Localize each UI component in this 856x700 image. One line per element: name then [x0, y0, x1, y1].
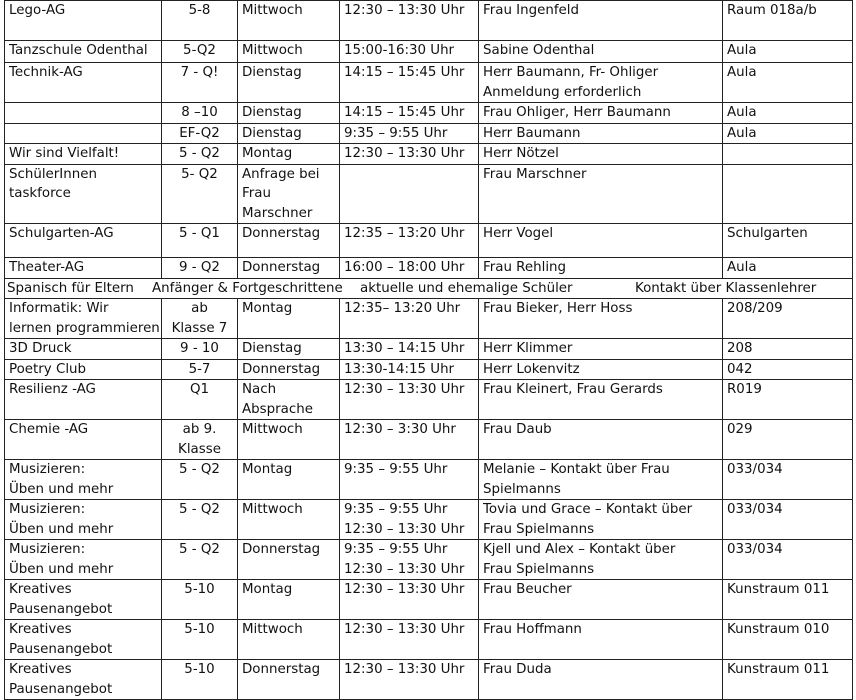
- activity-cell-line: Resilienz -AG: [9, 382, 96, 397]
- activity-cell-line: Üben und mehr: [9, 561, 114, 577]
- day-cell-line: Nach: [242, 382, 277, 397]
- room-cell: [723, 299, 853, 339]
- room-cell-line: 208/209: [727, 301, 783, 316]
- day-cell-line: Dienstag: [242, 341, 302, 356]
- time-cell: [340, 420, 479, 460]
- contact-cell: [479, 123, 723, 144]
- contact-cell-line: Spielmanns: [483, 481, 561, 497]
- day-cell: [238, 103, 340, 124]
- room-cell-line: 033/034: [727, 542, 783, 557]
- banner-part: aktuelle und ehemalige Schüler: [360, 280, 573, 296]
- time-cell-line: 12:30 – 13:30 Uhr: [344, 582, 465, 597]
- contact-cell: [479, 103, 723, 124]
- activity-cell: [5, 1, 162, 41]
- room-cell-line: Aula: [727, 43, 757, 58]
- table-row: [5, 299, 853, 339]
- room-cell: [723, 1, 853, 41]
- room-cell-line: 033/034: [727, 502, 783, 517]
- grade-cell: [162, 258, 238, 279]
- time-cell: [340, 460, 479, 500]
- day-cell: [238, 1, 340, 41]
- grade-cell-line: 5 - Q1: [179, 226, 220, 241]
- table-row: [5, 123, 853, 144]
- activity-cell-line: Chemie -AG: [9, 422, 89, 437]
- day-cell: [238, 540, 340, 580]
- contact-cell: [479, 420, 723, 460]
- day-cell: [238, 660, 340, 700]
- time-cell: [340, 164, 479, 224]
- grade-cell: [162, 224, 238, 258]
- table-row: [5, 380, 853, 420]
- grade-cell-line: 5-Q2: [183, 43, 216, 58]
- time-cell: [340, 63, 479, 103]
- contact-cell-line: Frau Marschner: [483, 166, 587, 182]
- time-cell: [340, 258, 479, 279]
- room-cell: [723, 660, 853, 700]
- grade-cell: [162, 500, 238, 540]
- grade-cell-line: 5-10: [184, 622, 215, 637]
- room-cell-line: Aula: [727, 125, 757, 141]
- grade-cell-line: 9 - Q2: [179, 260, 220, 275]
- contact-cell-line: Frau Rehling: [483, 260, 567, 275]
- grade-cell-line: 5 - Q2: [179, 542, 220, 557]
- day-cell: [238, 144, 340, 165]
- table-row: [5, 580, 853, 620]
- contact-cell-line: Frau Ingenfeld: [483, 3, 580, 18]
- grade-cell-line: EF-Q2: [179, 125, 220, 141]
- schedule-page: [4, 0, 852, 700]
- grade-cell: [162, 103, 238, 124]
- table-row: [5, 359, 853, 380]
- activity-cell: [5, 144, 162, 165]
- day-cell: [238, 620, 340, 660]
- activity-cell: [5, 460, 162, 500]
- grade-cell: [162, 540, 238, 580]
- day-cell-line: Dienstag: [242, 105, 302, 120]
- contact-cell-line: Sabine Odenthal: [483, 43, 595, 58]
- contact-cell: [479, 1, 723, 41]
- grade-cell-line: 5- Q2: [181, 166, 218, 182]
- activity-cell-line: lernen programmieren: [9, 320, 160, 336]
- activity-cell-line: Theater-AG: [9, 260, 85, 275]
- day-cell-line: Dienstag: [242, 65, 302, 80]
- grade-cell: [162, 660, 238, 700]
- grade-cell: [162, 1, 238, 41]
- table-row: [5, 460, 853, 500]
- grade-cell: [162, 460, 238, 500]
- day-cell-line: Marschner: [242, 205, 313, 221]
- day-cell-line: Donnerstag: [242, 361, 321, 377]
- contact-cell: [479, 359, 723, 380]
- room-cell: [723, 224, 853, 258]
- room-cell-line: R019: [727, 382, 762, 397]
- activity-cell-line: Kreatives: [9, 582, 72, 597]
- activity-cell-line: Schulgarten-AG: [9, 226, 114, 241]
- room-cell-line: 029: [727, 422, 753, 437]
- room-cell-line: Kunstraum 011: [727, 582, 830, 597]
- day-cell: [238, 500, 340, 540]
- day-cell-line: Montag: [242, 146, 293, 161]
- room-cell: [723, 620, 853, 660]
- room-cell: [723, 103, 853, 124]
- banner-part: Anfänger & Fortgeschrittene: [152, 280, 343, 296]
- activity-cell: [5, 359, 162, 380]
- time-cell: [340, 41, 479, 63]
- grade-cell-line: ab 9.: [182, 422, 217, 437]
- day-cell-line: Dienstag: [242, 125, 302, 141]
- day-cell: [238, 41, 340, 63]
- day-cell-line: Mittwoch: [242, 3, 303, 18]
- activity-cell-line: taskforce: [9, 186, 71, 201]
- day-cell-line: Mittwoch: [242, 502, 303, 517]
- contact-cell-line: Herr Baumann, Fr- Ohliger: [483, 65, 659, 80]
- day-cell: [238, 258, 340, 279]
- contact-cell: [479, 63, 723, 103]
- activity-cell-line: Informatik: Wir: [9, 301, 109, 316]
- day-cell: [238, 224, 340, 258]
- contact-cell-line: Anmeldung erforderlich: [483, 84, 642, 100]
- grade-cell-line: Q1: [189, 382, 210, 397]
- activity-cell-line: Üben und mehr: [9, 521, 114, 537]
- room-cell: [723, 164, 853, 224]
- day-cell: [238, 63, 340, 103]
- time-cell: [340, 103, 479, 124]
- banner-row: [5, 278, 853, 299]
- time-cell: [340, 500, 479, 540]
- activity-cell-line: Wir sind Vielfalt!: [9, 146, 120, 161]
- time-cell-line: 12:30 – 13:30 Uhr: [344, 561, 465, 577]
- room-cell-line: 042: [727, 361, 753, 377]
- room-cell: [723, 258, 853, 279]
- table-row: [5, 164, 853, 224]
- table-row: [5, 420, 853, 460]
- grade-cell: [162, 41, 238, 63]
- day-cell-line: Donnerstag: [242, 662, 321, 677]
- contact-cell: [479, 540, 723, 580]
- contact-cell-line: Herr Lokenvitz: [483, 361, 580, 377]
- contact-cell-line: Herr Baumann: [483, 125, 581, 141]
- contact-cell: [479, 41, 723, 63]
- room-cell-line: 208: [727, 341, 753, 356]
- room-cell-line: 033/034: [727, 462, 783, 477]
- day-cell-line: Montag: [242, 301, 293, 316]
- contact-cell: [479, 660, 723, 700]
- ag-schedule-table: [4, 0, 853, 700]
- grade-cell-line: ab: [191, 301, 208, 316]
- room-cell-line: Kunstraum 010: [727, 622, 830, 637]
- schedule-body: [5, 1, 853, 700]
- grade-cell-line: Klasse: [178, 441, 221, 457]
- activity-cell-line: Tanzschule Odenthal: [9, 43, 148, 58]
- table-row: [5, 224, 853, 258]
- time-cell-line: 16:00 – 18:00 Uhr: [344, 260, 465, 275]
- contact-cell-line: Frau Bieker, Herr Hoss: [483, 301, 633, 316]
- contact-cell-line: Kjell und Alex – Kontakt über: [483, 542, 676, 557]
- table-row: [5, 500, 853, 540]
- activity-cell: [5, 500, 162, 540]
- table-row: [5, 540, 853, 580]
- room-cell: [723, 460, 853, 500]
- time-cell-line: 12:35 – 13:20 Uhr: [344, 226, 465, 241]
- activity-cell-line: Pausenangebot: [9, 601, 113, 617]
- time-cell-line: 9:35 – 9:55 Uhr: [344, 502, 448, 517]
- time-cell: [340, 224, 479, 258]
- room-cell: [723, 380, 853, 420]
- activity-cell: [5, 420, 162, 460]
- activity-cell-line: 3D Druck: [9, 341, 72, 356]
- time-cell: [340, 660, 479, 700]
- grade-cell-line: 5 - Q2: [179, 462, 220, 477]
- day-cell: [238, 580, 340, 620]
- grade-cell: [162, 164, 238, 224]
- contact-cell-line: Melanie – Kontakt über Frau: [483, 462, 670, 477]
- time-cell-line: 12:30 – 13:30 Uhr: [344, 622, 465, 637]
- room-cell: [723, 540, 853, 580]
- activity-cell: [5, 299, 162, 339]
- room-cell-line: Aula: [727, 105, 757, 120]
- contact-cell: [479, 299, 723, 339]
- day-cell-line: Mittwoch: [242, 43, 303, 58]
- grade-cell: [162, 580, 238, 620]
- contact-cell-line: Herr Klimmer: [483, 341, 573, 356]
- activity-cell-line: Pausenangebot: [9, 681, 113, 697]
- activity-cell-line: Technik-AG: [9, 65, 83, 80]
- contact-cell: [479, 380, 723, 420]
- time-cell-line: 13:30 – 14:15 Uhr: [344, 341, 465, 356]
- time-cell: [340, 620, 479, 660]
- activity-cell-line: Kreatives: [9, 662, 72, 677]
- day-cell-line: Absprache: [242, 401, 313, 417]
- grade-cell: [162, 380, 238, 420]
- room-cell: [723, 580, 853, 620]
- time-cell: [340, 540, 479, 580]
- table-row: [5, 41, 853, 63]
- activity-cell-line: Üben und mehr: [9, 481, 114, 497]
- table-row: [5, 258, 853, 279]
- room-cell-line: Raum 018a/b: [727, 3, 817, 18]
- contact-cell: [479, 164, 723, 224]
- day-cell-line: Donnerstag: [242, 260, 321, 275]
- grade-cell-line: 8 –10: [181, 105, 218, 120]
- room-cell-line: Kunstraum 011: [727, 662, 830, 677]
- grade-cell: [162, 123, 238, 144]
- room-cell-line: Schulgarten: [727, 226, 808, 241]
- activity-cell: [5, 620, 162, 660]
- activity-cell: [5, 339, 162, 360]
- grade-cell: [162, 299, 238, 339]
- room-cell: [723, 500, 853, 540]
- time-cell-line: 9:35 – 9:55 Uhr: [344, 125, 448, 141]
- grade-cell-line: 5-10: [184, 662, 215, 677]
- grade-cell-line: 5-10: [184, 582, 215, 597]
- grade-cell-line: 5-8: [188, 3, 211, 18]
- time-cell-line: 12:30 – 13:30 Uhr: [344, 662, 465, 677]
- table-row: [5, 620, 853, 660]
- day-cell-line: Frau: [242, 186, 271, 201]
- grade-cell-line: 9 - 10: [180, 341, 219, 356]
- room-cell: [723, 420, 853, 460]
- contact-cell: [479, 224, 723, 258]
- room-cell: [723, 144, 853, 165]
- contact-cell-line: Frau Ohliger, Herr Baumann: [483, 105, 671, 120]
- time-cell-line: 9:35 – 9:55 Uhr: [344, 462, 448, 477]
- time-cell-line: 15:00-16:30 Uhr: [344, 43, 455, 58]
- contact-cell-line: Frau Duda: [483, 662, 552, 677]
- activity-cell-line: Poetry Club: [9, 361, 87, 377]
- room-cell-line: Aula: [727, 260, 757, 275]
- table-row: [5, 1, 853, 41]
- contact-cell: [479, 500, 723, 540]
- banner-part: Kontakt über Klassenlehrer: [635, 280, 817, 296]
- activity-cell: [5, 63, 162, 103]
- contact-cell-line: Frau Beucher: [483, 582, 572, 597]
- time-cell: [340, 580, 479, 620]
- time-cell: [340, 299, 479, 339]
- time-cell: [340, 144, 479, 165]
- day-cell-line: Donnerstag: [242, 542, 321, 557]
- room-cell: [723, 63, 853, 103]
- room-cell: [723, 123, 853, 144]
- time-cell-line: 13:30-14:15 Uhr: [344, 361, 455, 377]
- time-cell: [340, 339, 479, 360]
- room-cell: [723, 359, 853, 380]
- contact-cell: [479, 580, 723, 620]
- contact-cell-line: Frau Spielmanns: [483, 561, 595, 577]
- day-cell-line: Montag: [242, 582, 293, 597]
- contact-cell-line: Frau Hoffmann: [483, 622, 582, 637]
- table-row: [5, 339, 853, 360]
- day-cell-line: Mittwoch: [242, 622, 303, 637]
- activity-cell: [5, 224, 162, 258]
- time-cell: [340, 359, 479, 380]
- grade-cell: [162, 144, 238, 165]
- grade-cell-line: 5 - Q2: [179, 146, 220, 161]
- activity-cell: [5, 258, 162, 279]
- activity-cell: [5, 580, 162, 620]
- time-cell-line: 14:15 – 15:45 Uhr: [344, 105, 465, 120]
- room-cell-line: Aula: [727, 65, 757, 80]
- grade-cell: [162, 359, 238, 380]
- contact-cell: [479, 620, 723, 660]
- activity-cell: [5, 380, 162, 420]
- contact-cell-line: Frau Kleinert, Frau Gerards: [483, 382, 663, 397]
- contact-cell: [479, 258, 723, 279]
- time-cell-line: 12:30 – 13:30 Uhr: [344, 146, 465, 161]
- time-cell: [340, 380, 479, 420]
- contact-cell-line: Frau Spielmanns: [483, 521, 595, 537]
- grade-cell-line: 5-7: [188, 361, 211, 377]
- table-row: [5, 103, 853, 124]
- table-row: [5, 660, 853, 700]
- day-cell-line: Mittwoch: [242, 422, 303, 437]
- activity-cell: [5, 123, 162, 144]
- contact-cell-line: Frau Daub: [483, 422, 552, 437]
- activity-cell-line: Lego-AG: [9, 3, 66, 18]
- grade-cell-line: 5 - Q2: [179, 502, 220, 517]
- activity-cell: [5, 103, 162, 124]
- table-row: [5, 144, 853, 165]
- time-cell-line: 12:35– 13:20 Uhr: [344, 301, 461, 316]
- table-row: [5, 63, 853, 103]
- activity-cell-line: Musizieren:: [9, 462, 86, 477]
- activity-cell-line: Musizieren:: [9, 542, 86, 557]
- grade-cell: [162, 420, 238, 460]
- day-cell-line: Anfrage bei: [242, 166, 320, 182]
- day-cell: [238, 164, 340, 224]
- banner-cell: [5, 278, 853, 299]
- activity-cell-line: Pausenangebot: [9, 641, 113, 657]
- contact-cell: [479, 339, 723, 360]
- activity-cell: [5, 540, 162, 580]
- time-cell-line: 9:35 – 9:55 Uhr: [344, 542, 448, 557]
- activity-cell-line: Kreatives: [9, 622, 72, 637]
- activity-cell: [5, 41, 162, 63]
- banner-part: Spanisch für Eltern: [7, 280, 134, 296]
- grade-cell-line: 7 - Q!: [180, 65, 219, 80]
- time-cell: [340, 1, 479, 41]
- day-cell: [238, 339, 340, 360]
- contact-cell: [479, 460, 723, 500]
- room-cell: [723, 41, 853, 63]
- day-cell: [238, 123, 340, 144]
- time-cell-line: 12:30 – 13:30 Uhr: [344, 521, 465, 537]
- time-cell-line: 12:30 – 13:30 Uhr: [344, 382, 465, 397]
- time-cell-line: 12:30 – 3:30 Uhr: [344, 422, 456, 437]
- grade-cell-line: Klasse 7: [171, 320, 228, 336]
- time-cell: [340, 123, 479, 144]
- activity-cell-line: SchülerInnen: [9, 166, 97, 182]
- time-cell-line: 12:30 – 13:30 Uhr: [344, 3, 465, 18]
- day-cell-line: Donnerstag: [242, 226, 321, 241]
- day-cell-line: Montag: [242, 462, 293, 477]
- day-cell: [238, 359, 340, 380]
- activity-cell: [5, 164, 162, 224]
- grade-cell: [162, 63, 238, 103]
- day-cell: [238, 420, 340, 460]
- room-cell: [723, 339, 853, 360]
- grade-cell: [162, 339, 238, 360]
- day-cell: [238, 460, 340, 500]
- contact-cell-line: Herr Nötzel: [483, 146, 559, 161]
- day-cell: [238, 380, 340, 420]
- contact-cell: [479, 144, 723, 165]
- grade-cell: [162, 620, 238, 660]
- activity-cell-line: Musizieren:: [9, 502, 86, 517]
- time-cell-line: 14:15 – 15:45 Uhr: [344, 65, 465, 80]
- contact-cell-line: Herr Vogel: [483, 226, 554, 241]
- activity-cell: [5, 660, 162, 700]
- day-cell: [238, 299, 340, 339]
- contact-cell-line: Tovia und Grace – Kontakt über: [483, 502, 693, 517]
